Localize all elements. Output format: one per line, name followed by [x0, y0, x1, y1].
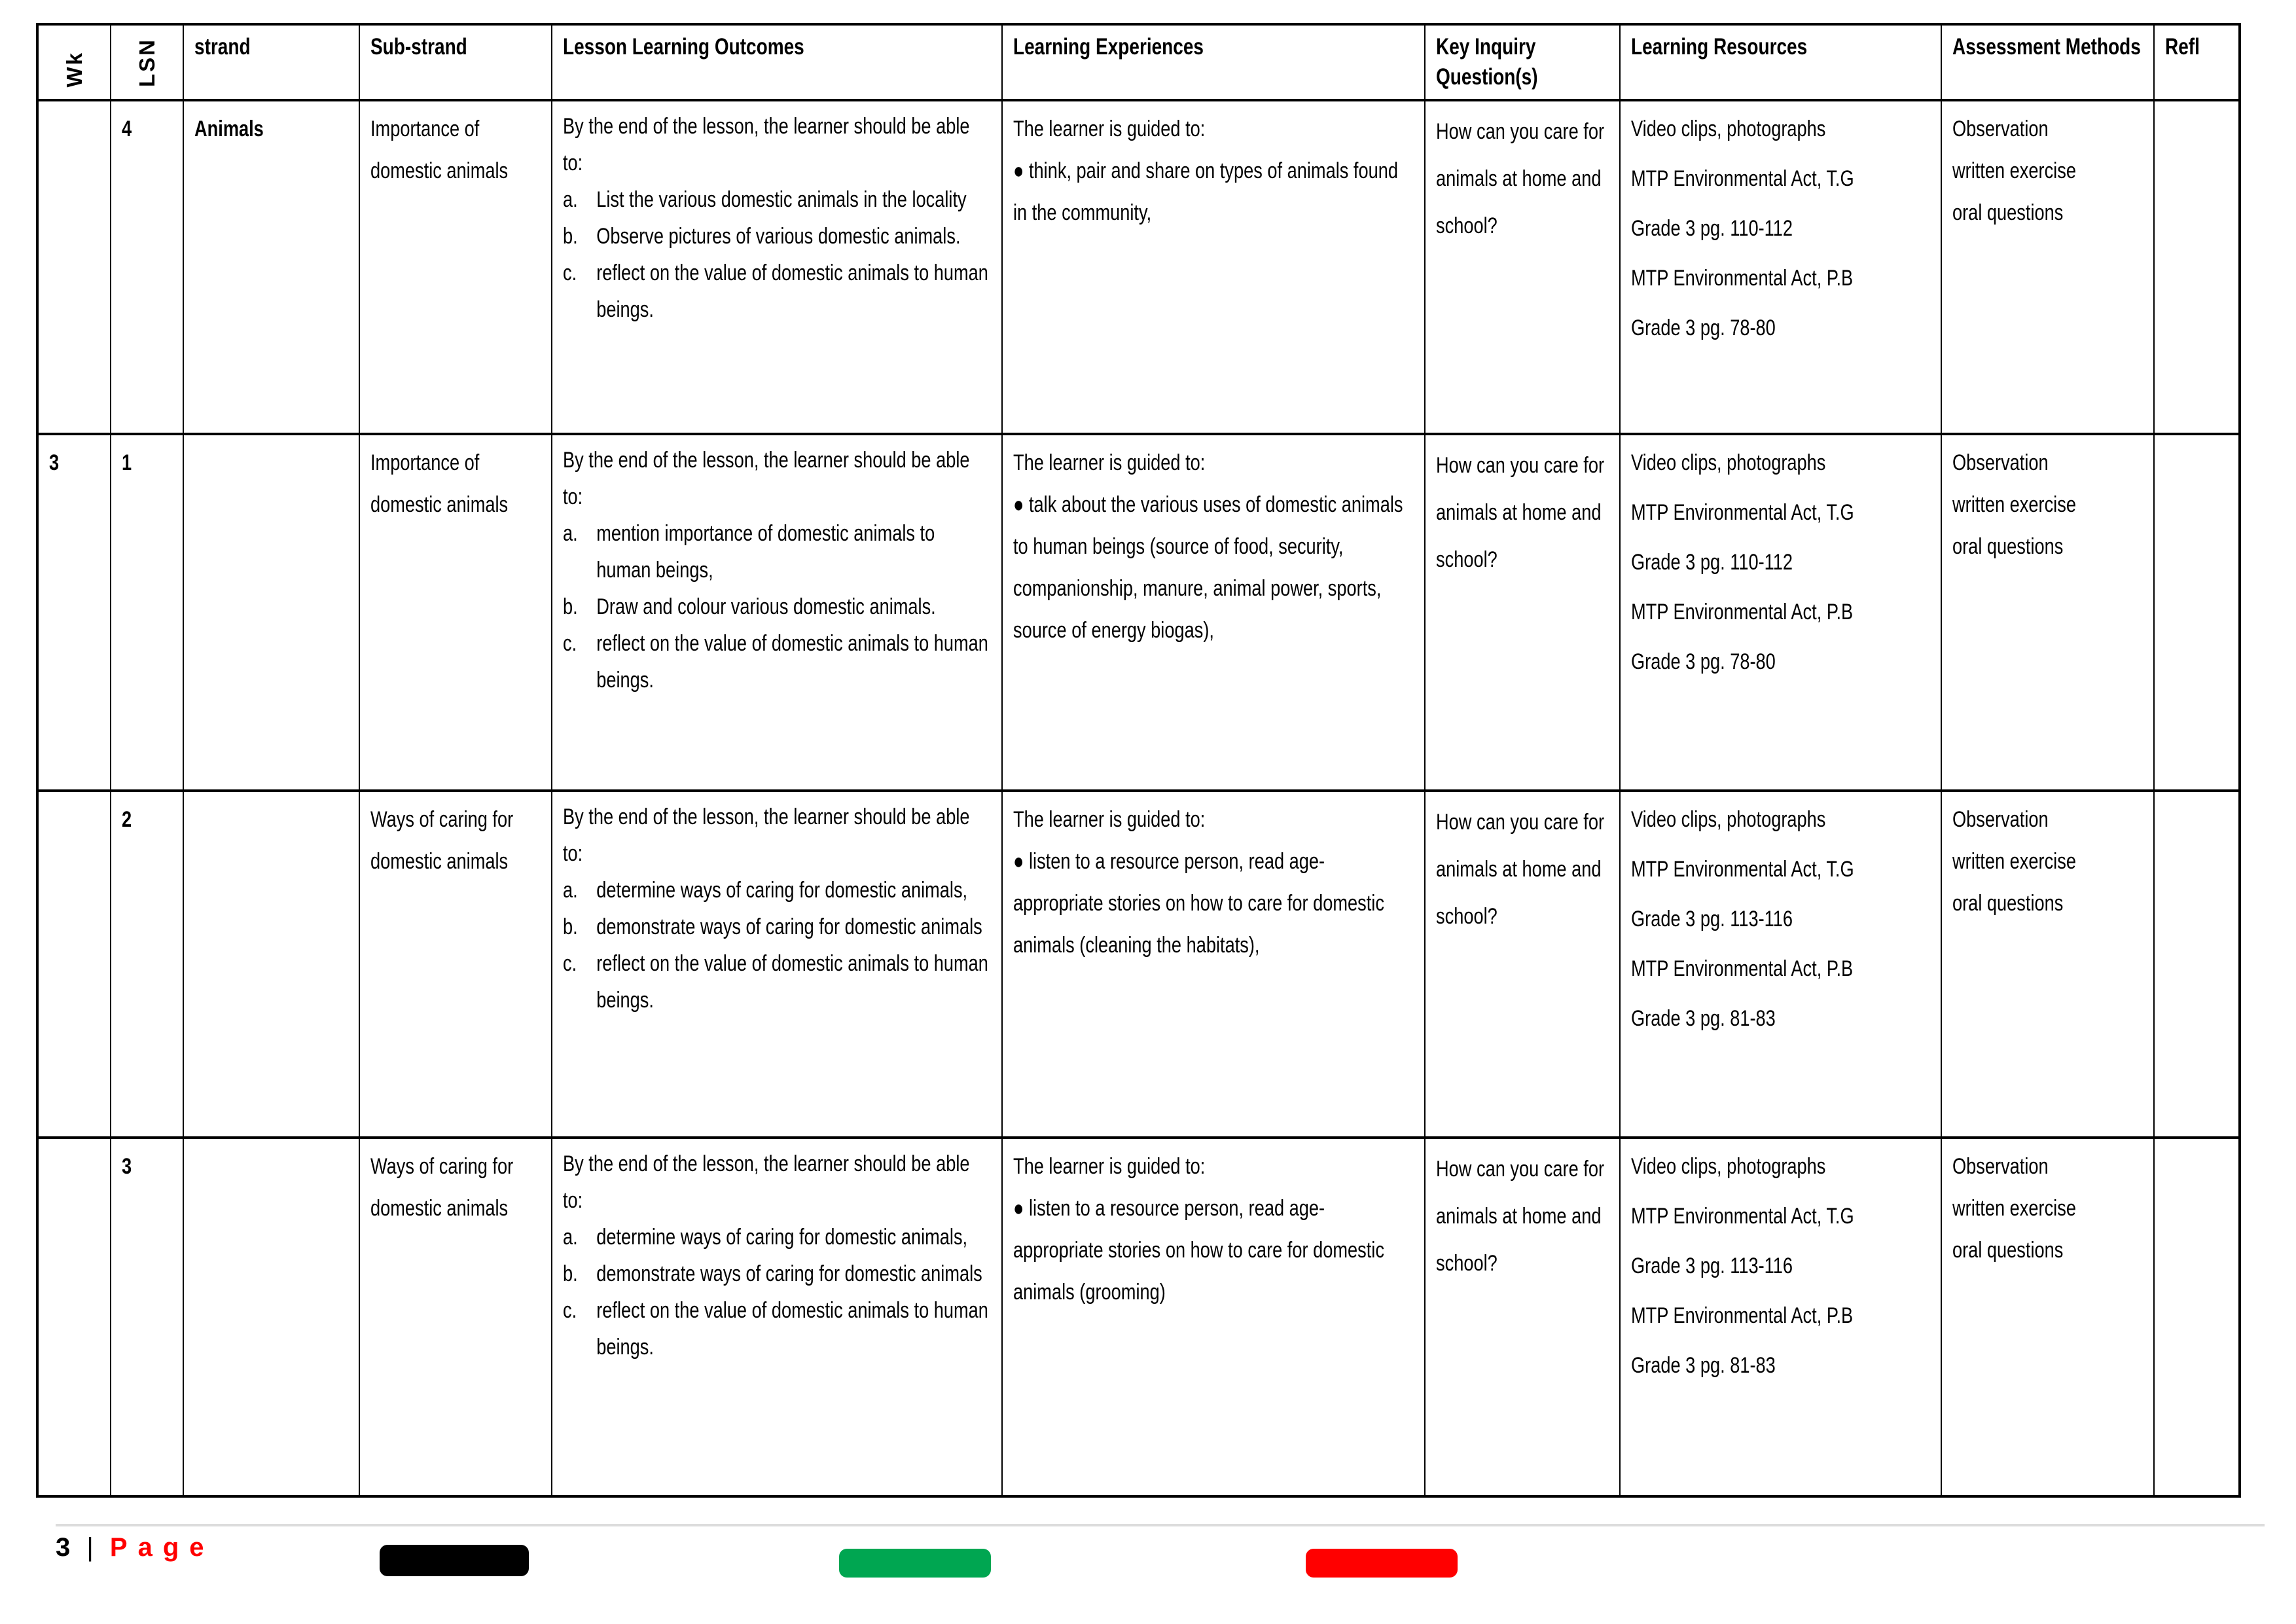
cell-strand: Animals — [183, 100, 359, 434]
outcome-item: reflect on the value of domestic animals to human beings. — [596, 261, 988, 322]
table-row — [37, 1138, 2240, 1496]
outcome-item: Draw and colour various domestic animals. — [596, 594, 936, 619]
assessment-line: oral questions — [1952, 200, 2064, 225]
cell-key-inquiry: How can you care for animals at home and school? — [1425, 434, 1620, 791]
col-header-sub-strand: Sub-strand — [359, 24, 552, 100]
experiences-bullet: ● talk about the various uses of domestic animals to human beings (source of food, security, companionship, manure, animal power, sports, source of energy biogas), — [1013, 484, 1414, 651]
assessment-line: oral questions — [1952, 534, 2064, 559]
cell-wk — [37, 1138, 111, 1496]
footer-pipe: | — [86, 1533, 94, 1562]
experiences-intro: The learner is guided to: — [1013, 117, 1206, 141]
cell-outcomes — [552, 434, 1002, 791]
footer-divider-line — [56, 1524, 2265, 1526]
table-row — [37, 100, 2240, 434]
experiences-intro: The learner is guided to: — [1013, 450, 1206, 475]
scheme-of-work-table — [36, 23, 2241, 1498]
experiences-bullet: ● listen to a resource person, read age-appropriate stories on how to care for domestic animals (cleaning the habitats), — [1013, 840, 1414, 966]
col-header-experiences: Learning Experiences — [1002, 24, 1425, 100]
resource-line: Grade 3 pg. 81-83 — [1631, 1006, 1776, 1031]
col-header-resources: Learning Resources — [1620, 24, 1941, 100]
outcome-item: determine ways of caring for domestic animals, — [596, 878, 968, 903]
cell-refl — [2154, 1138, 2240, 1496]
assessment-line: Observation — [1952, 450, 2049, 475]
outcomes-intro: By the end of the lesson, the learner should be able to: — [563, 448, 970, 509]
cell-outcomes — [552, 100, 1002, 434]
cell-experiences — [1002, 1138, 1425, 1496]
cell-sub-strand: Importance of domestic animals — [359, 100, 552, 434]
black-decor-bar — [380, 1545, 529, 1576]
col-header-key-inquiry: Key Inquiry Question(s) — [1425, 24, 1620, 100]
resource-line: Grade 3 pg. 81-83 — [1631, 1353, 1776, 1378]
table-row — [37, 434, 2240, 791]
cell-wk: 3 — [37, 434, 111, 791]
cell-refl — [2154, 100, 2240, 434]
outcome-item: mention importance of domestic animals to human beings, — [596, 521, 935, 583]
cell-resources — [1620, 434, 1941, 791]
resource-line: Grade 3 pg. 78-80 — [1631, 649, 1776, 674]
cell-key-inquiry: How can you care for animals at home and school? — [1425, 791, 1620, 1138]
outcome-item: demonstrate ways of caring for domestic animals — [596, 1261, 982, 1286]
outcomes-intro: By the end of the lesson, the learner should be able to: — [563, 804, 970, 866]
cell-key-inquiry: How can you care for animals at home and school? — [1425, 100, 1620, 434]
cell-assessment — [1941, 100, 2154, 434]
resource-line: Grade 3 pg. 113-116 — [1631, 1254, 1793, 1278]
cell-assessment — [1941, 791, 2154, 1138]
assessment-line: Observation — [1952, 807, 2049, 832]
experiences-intro: The learner is guided to: — [1013, 1154, 1206, 1179]
resource-line: Grade 3 pg. 113-116 — [1631, 907, 1793, 931]
cell-experiences — [1002, 434, 1425, 791]
col-header-strand: strand — [183, 24, 359, 100]
page-footer — [56, 1533, 215, 1562]
cell-strand — [183, 1138, 359, 1496]
cell-experiences — [1002, 100, 1425, 434]
outcome-item: demonstrate ways of caring for domestic animals — [596, 914, 982, 939]
cell-resources — [1620, 100, 1941, 434]
outcomes-list — [563, 872, 991, 1019]
assessment-line: oral questions — [1952, 891, 2064, 916]
resource-line: Grade 3 pg. 110-112 — [1631, 550, 1793, 575]
resource-line: Video clips, photographs — [1631, 1154, 1826, 1179]
cell-strand — [183, 434, 359, 791]
resource-line: MTP Environmental Act, T.G — [1631, 500, 1854, 525]
cell-assessment — [1941, 1138, 2154, 1496]
outcome-item: reflect on the value of domestic animals to human beings. — [596, 1298, 988, 1360]
table-row — [37, 791, 2240, 1138]
cell-sub-strand: Importance of domestic animals — [359, 434, 552, 791]
cell-lsn: 3 — [111, 1138, 183, 1496]
outcome-item: reflect on the value of domestic animals to human beings. — [596, 951, 988, 1013]
col-header-lsn-label: LSN — [135, 38, 159, 87]
col-header-wk-label: Wk — [62, 50, 86, 87]
cell-sub-strand: Ways of caring for domestic animals — [359, 1138, 552, 1496]
col-header-lsn — [111, 24, 183, 100]
cell-wk — [37, 791, 111, 1138]
outcome-item: reflect on the value of domestic animals to human beings. — [596, 631, 988, 693]
outcomes-list — [563, 515, 991, 698]
resource-line: MTP Environmental Act, T.G — [1631, 857, 1854, 882]
resource-line: MTP Environmental Act, T.G — [1631, 1204, 1854, 1229]
cell-lsn: 1 — [111, 434, 183, 791]
assessment-line: written exercise — [1952, 158, 2076, 183]
col-header-outcomes: Lesson Learning Outcomes — [552, 24, 1002, 100]
outcomes-intro: By the end of the lesson, the learner should be able to: — [563, 1151, 970, 1213]
green-decor-bar — [839, 1549, 991, 1578]
resource-line: MTP Environmental Act, P.B — [1631, 1303, 1854, 1328]
resource-line: Video clips, photographs — [1631, 117, 1826, 141]
resource-line: Grade 3 pg. 110-112 — [1631, 216, 1793, 241]
resource-line: MTP Environmental Act, T.G — [1631, 166, 1854, 191]
cell-strand — [183, 791, 359, 1138]
col-header-refl: Refl — [2154, 24, 2240, 100]
experiences-intro: The learner is guided to: — [1013, 807, 1206, 832]
cell-experiences — [1002, 791, 1425, 1138]
assessment-line: written exercise — [1952, 1196, 2076, 1221]
cell-sub-strand: Ways of caring for domestic animals — [359, 791, 552, 1138]
assessment-line: Observation — [1952, 117, 2049, 141]
cell-wk — [37, 100, 111, 434]
red-decor-bar — [1306, 1549, 1458, 1578]
outcome-item: Observe pictures of various domestic animals. — [596, 224, 961, 249]
outcome-item: List the various domestic animals in the locality — [596, 187, 967, 212]
experiences-bullet: ● think, pair and share on types of animals found in the community, — [1013, 150, 1414, 234]
outcome-item: determine ways of caring for domestic animals, — [596, 1225, 968, 1250]
resource-line: MTP Environmental Act, P.B — [1631, 600, 1854, 624]
resource-line: Video clips, photographs — [1631, 807, 1826, 832]
resource-line: Video clips, photographs — [1631, 450, 1826, 475]
resource-line: MTP Environmental Act, P.B — [1631, 266, 1854, 291]
assessment-line: written exercise — [1952, 492, 2076, 517]
assessment-line: Observation — [1952, 1154, 2049, 1179]
assessment-line: oral questions — [1952, 1238, 2064, 1263]
col-header-wk — [37, 24, 111, 100]
cell-refl — [2154, 434, 2240, 791]
page-number: 3 — [56, 1533, 71, 1562]
outcomes-list — [563, 1219, 991, 1365]
cell-outcomes — [552, 791, 1002, 1138]
assessment-line: written exercise — [1952, 849, 2076, 874]
page-word: Page — [109, 1533, 215, 1562]
col-header-assessment: Assessment Methods — [1941, 24, 2154, 100]
resource-line: Grade 3 pg. 78-80 — [1631, 316, 1776, 340]
resource-line: MTP Environmental Act, P.B — [1631, 956, 1854, 981]
cell-resources — [1620, 791, 1941, 1138]
cell-resources — [1620, 1138, 1941, 1496]
cell-assessment — [1941, 434, 2154, 791]
cell-key-inquiry: How can you care for animals at home and school? — [1425, 1138, 1620, 1496]
outcomes-list — [563, 181, 991, 328]
cell-lsn: 4 — [111, 100, 183, 434]
cell-outcomes — [552, 1138, 1002, 1496]
cell-refl — [2154, 791, 2240, 1138]
cell-lsn: 2 — [111, 791, 183, 1138]
header-row — [37, 24, 2240, 100]
outcomes-intro: By the end of the lesson, the learner should be able to: — [563, 114, 970, 175]
experiences-bullet: ● listen to a resource person, read age-appropriate stories on how to care for domestic animals (grooming) — [1013, 1187, 1414, 1313]
